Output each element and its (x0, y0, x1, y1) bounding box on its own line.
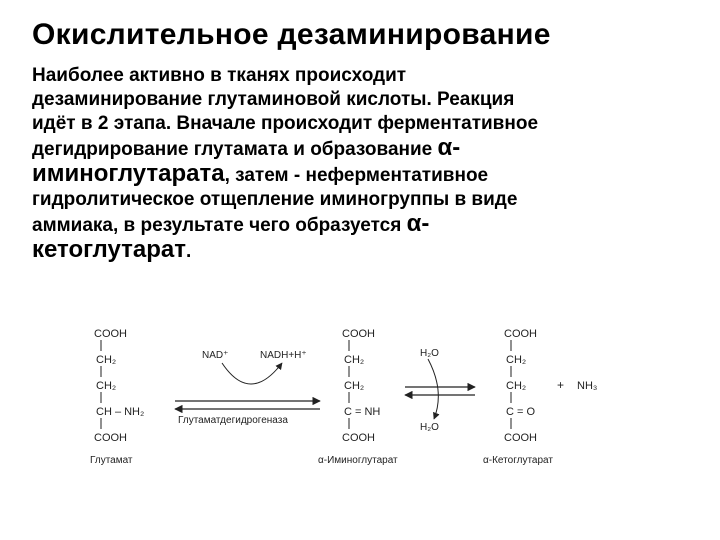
step1-arrows (175, 350, 320, 426)
para-line-7 (32, 212, 702, 238)
nad-label: NAD⁺ (202, 350, 229, 361)
ketoglutarate-structure (483, 328, 553, 466)
para-line-8-text: . (185, 241, 192, 262)
nadh-label: NADH+H⁺ (260, 350, 307, 361)
glutamate-cooh-top: COOH (94, 328, 127, 340)
glutamate-cooh-bottom: COOH (94, 432, 127, 444)
ketoglutarate-label: α-Кетоглутарат (483, 455, 553, 466)
keto-cooh-top: COOH (504, 328, 537, 340)
iminoglutarate-label: α-Иминоглутарат (318, 455, 398, 466)
keto-ch2-a: CH₂ (506, 354, 527, 366)
reaction-scheme (90, 325, 610, 475)
iminoglutarate-structure (318, 328, 398, 466)
glutamate-ch2-b: CH₂ (96, 380, 117, 392)
plus-sign: + (557, 378, 565, 392)
para-line-5 (32, 162, 702, 188)
cofactor-curve-arrow (222, 363, 282, 384)
water-curve-arrow (428, 359, 438, 419)
glutamate-label: Глутамат (90, 455, 133, 466)
enzyme-label: Глутаматдегидрогеназа (178, 415, 288, 426)
body-paragraph (32, 64, 702, 264)
water-top-label: H₂O (420, 348, 439, 359)
para-line-4-text: дегидрирование глутамата и образование (32, 139, 438, 160)
slide-title: Окислительное дезаминирование (32, 18, 551, 51)
alpha-symbol: α- (437, 134, 461, 161)
para-line-6: гидролитическое отщепление иминогруппы в виде (32, 189, 518, 210)
imino-c-nh: C = NH (344, 406, 381, 418)
step2-arrows (405, 348, 475, 433)
glutamate-ch2-a: CH₂ (96, 354, 117, 366)
imino-cooh-bottom: COOH (342, 432, 375, 444)
keto-cooh-bottom: COOH (504, 432, 537, 444)
glutamate-structure (90, 328, 144, 466)
water-bottom-label: H₂O (420, 422, 439, 433)
ammonia-label: NH₃ (577, 380, 598, 392)
para-line-4 (32, 136, 702, 162)
para-line-3: идёт в 2 этапа. Вначале происходит ферментативное (32, 113, 539, 134)
imino-ch2-b: CH₂ (344, 380, 365, 392)
iminoglutarate-term: иминоглутарата (32, 160, 225, 187)
para-line-7-text: аммиака, в результате чего образуется (32, 215, 407, 236)
keto-ch2-b: CH₂ (506, 380, 527, 392)
para-line-8 (32, 238, 702, 264)
alpha-symbol: α- (406, 210, 430, 237)
keto-c-o: C = O (506, 406, 536, 418)
ketoglutarate-term: кетоглутарат (32, 236, 186, 263)
imino-ch2-a: CH₂ (344, 354, 365, 366)
para-line-2: дезаминирование глутаминовой кислоты. Реакция (32, 89, 515, 110)
para-line-1: Наиболее активно в тканях происходит (32, 65, 407, 86)
imino-cooh-top: COOH (342, 328, 375, 340)
para-line-5-text: , затем - неферментативное (224, 165, 489, 186)
glutamate-ch-nh2: CH – NH₂ (96, 406, 145, 418)
